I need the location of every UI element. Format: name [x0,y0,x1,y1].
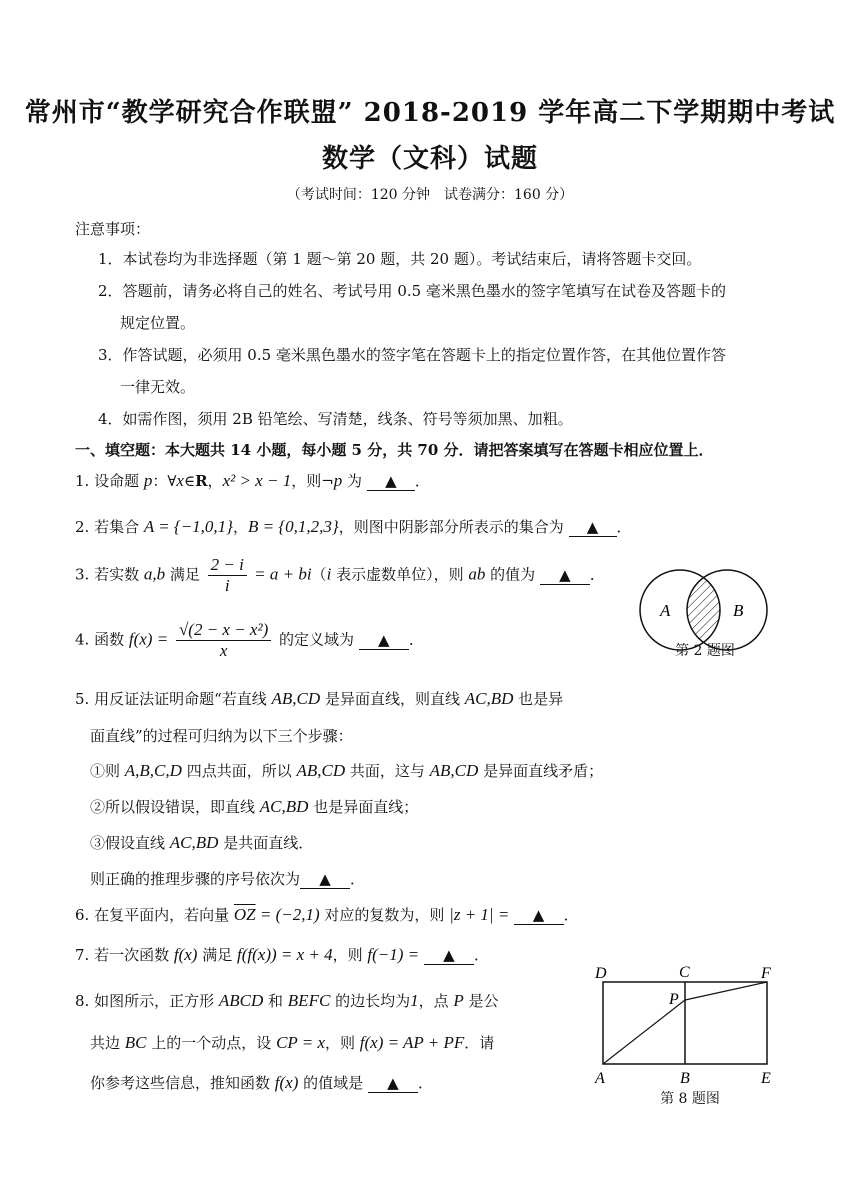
notice-item-2-cont: 规定位置。 [120,314,196,332]
fraction: $\frac{2 - i}{i}$ [208,555,247,596]
venn-label-b: B [733,601,744,620]
question-5-step1: ①则 A,B,C,D 四点共面，所以 AB,CD 共面，这与 AB,CD 是异面直线矛盾； [90,761,604,780]
answer-blank: ▲ [514,907,564,925]
point-c-label: C [679,964,690,981]
notice-heading: 注意事项： [75,220,151,238]
answer-blank: ▲ [540,567,590,585]
notice-item-1: 1．本试卷均为非选择题（第 1 题～第 20 题，共 20 题）。考试结束后，请将答题卡交回。 [98,250,702,268]
question-5-line1: 5. 用反证法证明命题“若直线 AB,CD 是异面直线，则直线 AC,BD 也是异 [75,689,564,708]
answer-blank: ▲ [569,519,617,537]
point-p-label: P [669,991,679,1008]
answer-blank: ▲ [367,473,415,491]
question-5-step3: ③假设直线 AC,BD 是共面直线． [90,833,314,852]
question-2: 2. 若集合 A = {−1,0,1}，B = {0,1,2,3}，则图中阴影部分所表示的集合为 ▲ ． [75,517,632,536]
point-b-label: B [680,1070,690,1087]
answer-blank: ▲ [300,871,350,889]
section-heading: 一、填空题：本大题共 14 小题，每小题 5 分，共 70 分．请把答案填写在答题卡相应位置上． [75,441,714,459]
question-1: 1. 设命题 p：∀x∈R，x² > x − 1，则¬p 为 ▲ ． [75,471,430,490]
squares-diagram [585,960,785,1090]
paper-title-line2: 数学（文科）试题 [321,144,538,174]
point-a-label: A [595,1070,605,1087]
point-f-label: F [761,965,771,982]
question-8-line3: 你参考这些信息，推知函数 f(x) 的值域是 ▲ ． [90,1073,433,1092]
paper-title-line1: 常州市“教学研究合作联盟” 2018-2019 学年高二下学期期中考试 [24,98,836,128]
answer-blank: ▲ [368,1075,418,1093]
notice-item-4: 4．如需作图，须用 2B 铅笔绘、写清楚，线条、符号等须加黑、加粗。 [98,410,573,428]
venn-label-a: A [660,601,671,620]
point-d-label: D [595,965,607,982]
question-8-line2: 共边 BC 上的一个动点，设 CP = x，则 f(x) = AP + PF．请 [90,1033,495,1052]
notice-item-2: 2．答题前，请务必将自己的姓名、考试号用 0.5 毫米黑色墨水的签字笔填写在试卷及答题卡的 [98,282,726,300]
point-e-label: E [761,1070,771,1087]
question-5-line2: 面直线”的过程可归纳为以下三个步骤： [90,727,353,745]
question-8-line1: 8. 如图所示，正方形 ABCD 和 BEFC 的边长均为1，点 P 是公 [75,991,499,1010]
question-5-line6: 则正确的推理步骤的序号依次为 ▲ ． [90,870,366,888]
question-7: 7. 若一次函数 f(x) 满足 f(f(x)) = x + 4，则 f(−1) = ▲ ． [75,945,489,964]
question-5-step2: ②所以假设错误，即直线 AC,BD 也是异面直线； [90,797,419,816]
figure-2-caption: 第 2 题图 [675,643,735,659]
question-3: 3. 若实数 a,b 满足 $\frac{2 - i}{i}$ = a + bi（i 表示虚数单位），则 ab 的值为 ▲ ． [75,555,605,595]
question-4: 4. 函数 f(x) = $\frac{\text{√(2 − x − x²)}}{x}$ 的定义域为 ▲ ． [75,620,424,660]
answer-blank: ▲ [424,947,474,965]
answer-blank: ▲ [359,632,409,650]
question-6: 6. 在复平面内，若向量 $\overline{OZ} = (-2,1)$ 对应的复数为，则 |z + 1| = ▲ ． [75,905,579,924]
fraction: $\frac{\text{√(2 − x − x²)}}{x}$ [176,620,271,661]
notice-item-3-cont: 一律无效。 [120,378,196,396]
segment-pf [685,982,767,1000]
figure-8-caption: 第 8 题图 [660,1091,720,1107]
notice-item-3: 3．作答试题，必须用 0.5 毫米黑色墨水的签字笔在答题卡上的指定位置作答，在其他位置作答 [98,346,726,364]
segment-ap [603,1000,685,1064]
exam-info: （考试时间：120 分钟 试卷满分：160 分） [286,187,574,203]
